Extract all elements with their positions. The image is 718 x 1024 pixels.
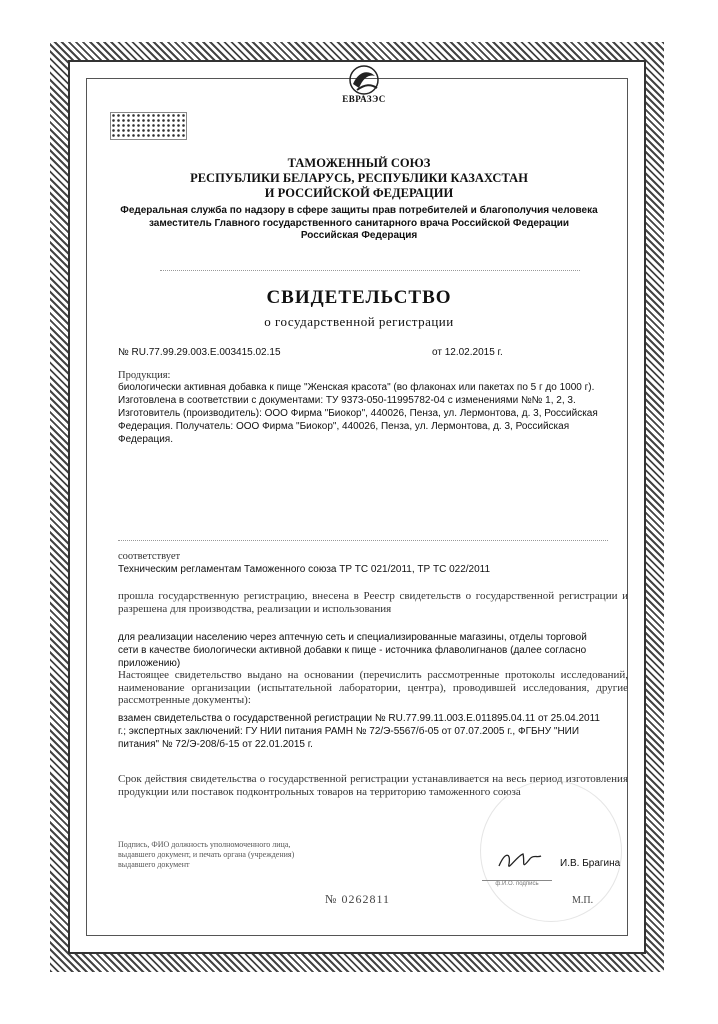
agency-heading: [90, 205, 628, 243]
agency-line-2: заместитель Главного государственного санитарного врача Российской Федерации: [148, 217, 570, 229]
signature-mark: [495, 848, 545, 874]
document-subtitle: о государственной регистрации: [264, 314, 454, 329]
stamp-place-label: М.П.: [572, 895, 594, 906]
serial-number: № 0262811: [325, 892, 391, 906]
product-text: биологически активная добавка к пище "Женская красота" (во флаконах или пакетах по 5 г до 1000 г). Изготовлена в соответствии с документами: ТУ 9373-050-11995782-04 с изменениями №№ 1, 2, 3. Изготовитель (производитель): ООО Фирма "Биокор", 440026, Пенза, ул. Лермонтова, д. 3, Российская Федерация. Получатель: ООО Фирма "Биокор", 440026, Пенза, ул. Лермонтова, д. 3, Российская Федерация.: [118, 382, 598, 445]
validity-text: Срок действия свидетельства о государственной регистрации устанавливается на весь период изготовления продукции или поставок подконтрольных товаров на территорию таможенного союза: [118, 773, 628, 798]
union-line-3: И РОССИЙСКОЙ ФЕДЕРАЦИИ: [264, 186, 454, 200]
usage-text: для реализации населению через аптечную сеть и специализированные магазины, отделы торговой сети в качестве биологически активной добавки к пище - источника флаволигнанов (далее согласно приложению): [118, 632, 587, 669]
registration-date: от 12.02.2015 г.: [432, 347, 503, 358]
union-heading: [90, 156, 628, 201]
basis-value: взамен свидетельства о государственной регистрации № RU.77.99.11.003.Е.011895.04.11 от 25.04.2011 г.; экспертных заключений: ГУ НИИ питания РАМН № 72/Э-5567/б-05 от 07.07.2005 г., ФГБНУ "НИИ питания" № 72/Э-208/б-15 от 22.01.2015 г.: [118, 713, 600, 750]
union-line-1: ТАМОЖЕННЫЙ СОЮЗ: [287, 156, 431, 170]
document-title: СВИДЕТЕЛЬСТВО: [266, 287, 452, 308]
signature-label: Подпись, ФИО должность уполномоченного лица, выдавшего документ, и печать органа (учреждения) выдавшего документ: [118, 840, 295, 869]
registration-passed-text: прошла государственную регистрацию, внесена в Реестр свидетельств о государственной регистрации и разрешена для производства, реализации и использования: [118, 590, 628, 615]
signature-caption: ф.И.О. подпись: [482, 880, 552, 887]
agency-line-3: Российская Федерация: [300, 230, 418, 241]
signatory-name: И.В. Брагина: [560, 858, 621, 869]
divider-line: [160, 270, 580, 271]
conformity-text: Техническим регламентам Таможенного союза ТР ТС 021/2011, ТР ТС 022/2011: [118, 564, 491, 575]
hologram-emblem: [110, 112, 187, 140]
conformity-label: соответствует: [118, 551, 181, 562]
divider-line: [118, 540, 608, 541]
union-line-2: РЕСПУБЛИКИ БЕЛАРУСЬ, РЕСПУБЛИКИ КАЗАХСТАН: [190, 171, 528, 185]
registration-number: № RU.77.99.29.003.Е.003415.02.15: [118, 347, 281, 358]
logo-caption: ЕВРАЗЭС: [342, 94, 386, 104]
product-label: Продукция:: [118, 370, 171, 381]
agency-line-1: Федеральная служба по надзору в сфере защиты прав потребителей и благополучия человека: [120, 205, 598, 216]
basis-text: Настоящее свидетельство выдано на основании (перечислить рассмотренные протоколы исследований, наименование организации (испытательной лаборатории, центра), проводившей исследования, другие рассмотренные документы):: [118, 669, 628, 706]
